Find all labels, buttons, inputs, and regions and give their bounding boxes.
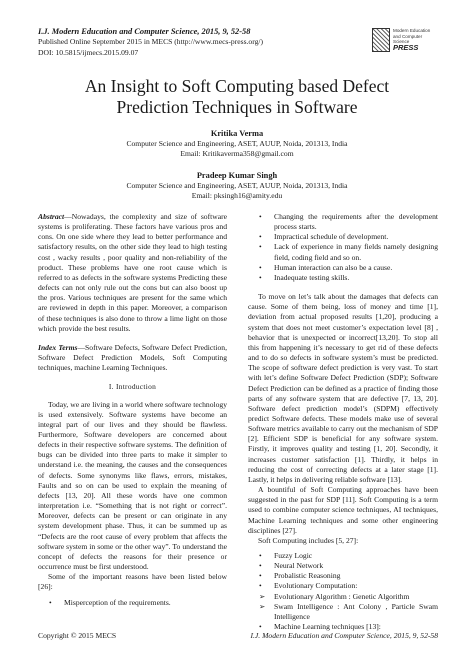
running-header: [38, 27, 338, 58]
arrow-bullet-icon: ➢: [259, 591, 266, 601]
publisher-logo: [372, 26, 438, 56]
reasons-list: [248, 212, 438, 283]
list-item: • Lack of experience in many fields namely designing field, coding field and so on.: [259, 242, 438, 262]
author-email: Email: pksingh16@amity.edu: [191, 191, 283, 200]
bullet-icon: •: [259, 242, 262, 252]
bullet-icon: •: [259, 232, 262, 242]
logo-caption: Modern Education and Computer Science: [393, 28, 431, 45]
author-block: [0, 171, 474, 201]
list-item: • Fuzzy Logic: [259, 551, 313, 560]
footer-copyright: Copyright © 2015 MECS: [38, 631, 117, 640]
index-terms: Index Terms—Software Defects, Software Defect Prediction, Software Defect Prediction Models, Soft Computing techniques, machine Learning Techniques.: [38, 342, 227, 373]
abstract: Abstract—Nowadays, the complexity and size of software systems is proliferating. These factors have various pros and cons. On one side where they lead to better performance and satisfactory results, on the other side they lead to high testing cost , wacky results , poor quality and non-reliability of the product. These problems have one root cause which is referred to as defects in the software systems Predicting these defects can not only rule out the cons but can also boost up the pros. Various techniques are present for the same which are reviewed in depth in this paper. Moreover, a comparison of these techniques is also done to throw a lime light on those which provide the best results.: [38, 212, 227, 333]
bullet-icon: •: [49, 598, 52, 608]
arrow-bullet-icon: ➢: [259, 601, 266, 611]
publication-info: Published Online September 2015 in MECS (http://www.mecs-press.org/): [38, 37, 264, 47]
author-name: Kritika Verma: [210, 129, 264, 138]
bullet-icon: •: [259, 262, 262, 272]
list-item: • Changing the requirements after the development process starts.: [259, 212, 438, 232]
list-item: • Evolutionary Computation:: [259, 581, 358, 591]
doi: DOI: 10.5815/ijmecs.2015.09.07: [38, 47, 139, 57]
author-name: Pradeep Kumar Singh: [196, 171, 278, 180]
author-affiliation: Computer Science and Engineering, ASET, AUUP, Noida, 201313, India: [126, 181, 348, 190]
author-block: [0, 129, 474, 159]
author-email: Email: Kritikaverma358@gmail.com: [180, 149, 294, 158]
paragraph: Today, we are living in a world where software technology is used extensively. Software systems have become an integral part of our lives and they should be flawless. Furthermore, Software developers are concerned about defects in their respective software systems. The definition of bugs can be divided into three parts to make it simpler to understand i.e. the meaning, the causes and the consequences of defects. Some synonyms like flaws, errors, mistakes, Faults and so on can be used to explain the meaning of defects [13, 20]. All these words have one common interpretation i.e. “Something that is not right or correct”. Moreover, defects can be present or can originate in any system development phase. Thus, it can be summed up as “Defects are the root cause of every problem that affects the software system in some or the other way”. To understand the concept of defects the reasons for their presence or occurrence must be first understood.: [38, 399, 227, 571]
bullet-icon: •: [259, 212, 262, 221]
bullet-icon: •: [259, 622, 262, 632]
list-item: • Impractical schedule of development.: [259, 232, 389, 242]
journal-name: I.J. Modern Education and Computer Science, 2015, 9, 52-58: [38, 27, 251, 36]
paragraph: Soft Computing includes [5, 27]:: [258, 535, 359, 545]
right-column: [248, 212, 438, 632]
list-item: ➢ Swam Intelligence : Ant Colony , Particle Swam Intelligence: [259, 601, 438, 621]
section-heading: I. Introduction: [108, 382, 157, 392]
paragraph: To move on let’s talk about the damages that defects can cause. Some of them being, loss of money and time [1], deviation from actual proposed results [1,20], producing a system that does not meet customer’s expectation level [8] , behavior that is unexpected or incorrect[13,20]. To stop all this from happening it’s necessary to get rid of these defects and to do so defects in software system’s must be predicted. The scope of software defect prediction is very vast. To start with let’s define Software Defect Prediction (SDP); Software Defect Prediction can be defined as a practice of finding those parts of any software system that are defective [7, 13, 20]. Software defect prediction model’s (SDPM) effectively predict Software defects. These models make use of several Software metrics available to carry out the mechanism of SDP [2]. Efficient SDP is beneficial for any software system. Firstly, it improves quality and testing [1, 20]. Secondly, it increases customer satisfaction [1]. Thirdly, it helps in reducing the cost of correcting defects at a later stage [1]. Lastly, it helps in delivering reliable software [13].: [248, 292, 438, 484]
paragraph: A bountiful of Soft Computing approaches have been suggested in the past for SDP [11]. Soft Computing is a term used to combine computer science techniques, AI techniques, Machine Learning techniques and some other engineering disciplines [27].: [248, 485, 438, 535]
list-item: • Probalistic Reasoning: [259, 571, 341, 581]
list-item: ➢ Evolutionary Algorithm : Genetic Algorithm: [259, 591, 410, 601]
list-item: • Human interaction can also be a cause.: [259, 262, 393, 272]
list-item: • Machine Learning techniques [13]:: [259, 622, 381, 632]
bullet-icon: •: [259, 272, 262, 282]
list-item: • Inadequate testing skills.: [259, 272, 350, 282]
paper-title: An Insight to Soft Computing based Defect Prediction Techniques in Software: [84, 76, 390, 117]
bullet-icon: •: [259, 581, 262, 591]
bullet-icon: •: [259, 551, 262, 560]
footer-journal: I.J. Modern Education and Computer Science, 2015, 9, 52-58: [250, 631, 438, 640]
logo-emblem-icon: [372, 28, 390, 52]
bullet-icon: •: [259, 571, 262, 581]
paragraph: Some of the important reasons have been listed below [26]:: [38, 572, 227, 592]
logo-wordmark: PRESS: [393, 43, 419, 52]
soft-computing-list: [248, 551, 438, 632]
reasons-list: [38, 598, 227, 608]
author-affiliation: Computer Science and Engineering, ASET, AUUP, Noida, 201313, India: [126, 139, 348, 148]
bullet-icon: •: [259, 561, 262, 571]
list-item: • Neural Network: [259, 561, 324, 571]
left-column: [38, 212, 227, 609]
list-item: • Misperception of the requirements.: [49, 598, 171, 608]
